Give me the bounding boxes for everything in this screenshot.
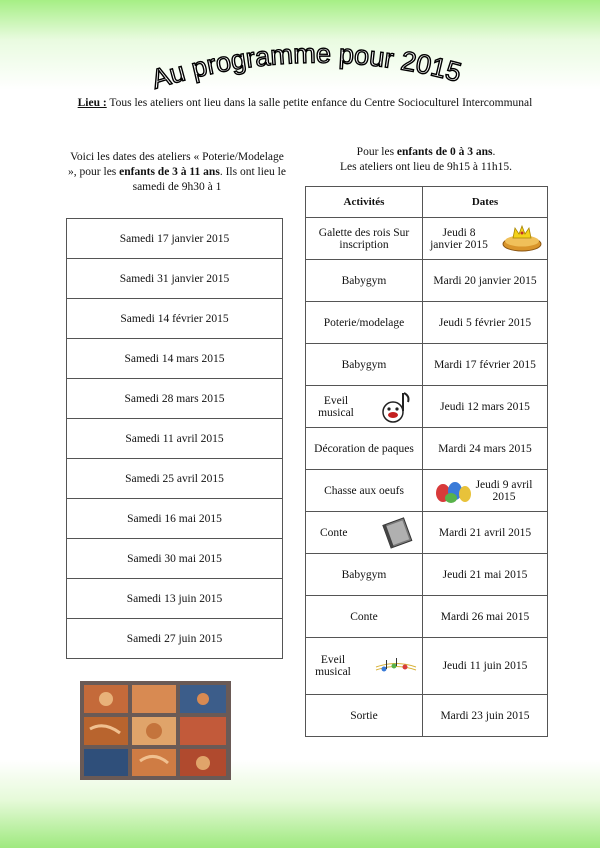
header-dates: Dates [423, 187, 548, 218]
activity-cell: Babygym [306, 344, 423, 386]
table-row [67, 419, 283, 459]
date-cell: Jeudi 21 mai 2015 [423, 554, 548, 596]
activity-cell: Conte [306, 596, 423, 638]
activity-text: Eveil musical [315, 654, 351, 678]
activity-cell: Galette des rois Sur inscription [306, 218, 423, 260]
table-row [67, 499, 283, 539]
page-title-text: Au programme pour 2015 [148, 38, 465, 95]
table-row [306, 596, 548, 638]
date-cell: Samedi 31 janvier 2015 [67, 259, 283, 299]
activity-text: Eveil musical [318, 394, 354, 419]
date-cell: Samedi 11 avril 2015 [67, 419, 283, 459]
activity-cell: Sortie [306, 695, 423, 737]
date-cell: Jeudi 12 mars 2015 [423, 386, 548, 428]
right-intro-dot: . [492, 146, 496, 158]
right-intro-hours: Les ateliers ont lieu de 9h15 à 11h15. [339, 161, 513, 173]
activity-cell [306, 386, 423, 428]
table-row [306, 344, 548, 386]
location-note [70, 96, 540, 110]
activity-text: Conte [320, 526, 348, 539]
book-icon [380, 515, 414, 552]
table-row [67, 539, 283, 579]
table-row [67, 259, 283, 299]
date-cell [423, 470, 548, 512]
left-intro-text: Voici les dates des ateliers « Poterie/Modelage », pour les [68, 151, 284, 178]
table-row [67, 619, 283, 659]
table-row [306, 554, 548, 596]
header-activities: Activités [306, 187, 423, 218]
pottery-tiles-photo [80, 681, 231, 780]
table-row [306, 260, 548, 302]
music-note-icon [378, 390, 412, 427]
svg-text:Au programme pour 2015 [148, 39, 464, 95]
left-intro-bold: enfants de 3 à 11 ans [119, 166, 220, 178]
right-intro [306, 145, 546, 175]
date-cell: Mardi 23 juin 2015 [423, 695, 548, 737]
right-intro-bold: enfants de 0 à 3 ans [396, 146, 493, 158]
location-text: Tous les ateliers ont lieu dans la salle petite enfance du Centre Socioculturel Intercommunal [109, 97, 533, 109]
date-text: Jeudi 9 avril 2015 [475, 478, 533, 503]
date-cell: Mardi 20 janvier 2015 [423, 260, 548, 302]
table-row [67, 299, 283, 339]
activity-cell [306, 512, 423, 554]
date-cell: Samedi 28 mars 2015 [67, 379, 283, 419]
activity-cell: Chasse aux oeufs [306, 470, 423, 512]
activity-cell: Babygym [306, 260, 423, 302]
date-cell: Jeudi 11 juin 2015 [423, 638, 548, 695]
table-row [306, 638, 548, 695]
table-row [306, 428, 548, 470]
table-row [67, 339, 283, 379]
date-cell: Samedi 14 février 2015 [67, 299, 283, 339]
table-row [306, 302, 548, 344]
table-row [306, 386, 548, 428]
table-row [306, 470, 548, 512]
activity-cell: Décoration de paques [306, 428, 423, 470]
activity-cell: Poterie/modelage [306, 302, 423, 344]
date-text: Jeudi 8 janvier 2015 [430, 226, 488, 251]
table-row [67, 379, 283, 419]
date-cell [423, 218, 548, 260]
date-cell: Mardi 24 mars 2015 [423, 428, 548, 470]
left-intro [68, 150, 286, 195]
table-row [67, 459, 283, 499]
table-row [67, 579, 283, 619]
date-cell: Mardi 17 février 2015 [423, 344, 548, 386]
date-cell: Jeudi 5 février 2015 [423, 302, 548, 344]
table-row [306, 695, 548, 737]
date-cell: Mardi 21 avril 2015 [423, 512, 548, 554]
activity-cell: Babygym [306, 554, 423, 596]
page-title [148, 38, 470, 95]
table-row [306, 512, 548, 554]
date-cell: Samedi 30 mai 2015 [67, 539, 283, 579]
date-cell: Samedi 25 avril 2015 [67, 459, 283, 499]
activity-cell [306, 638, 423, 695]
date-cell: Samedi 13 juin 2015 [67, 579, 283, 619]
saturday-dates-table [66, 218, 283, 659]
left-intro-text-2: . Ils ont lieu le samedi de 9h30 à 1 [132, 166, 286, 193]
date-cell: Mardi 26 mai 2015 [423, 596, 548, 638]
table-row [306, 218, 548, 260]
activities-table [305, 186, 548, 737]
date-cell: Samedi 14 mars 2015 [67, 339, 283, 379]
galette-icon [501, 224, 543, 257]
right-intro-text: Pour les [356, 146, 395, 158]
easter-eggs-icon [433, 478, 473, 507]
location-label: Lieu : [77, 97, 107, 109]
date-cell: Samedi 16 mai 2015 [67, 499, 283, 539]
date-cell: Samedi 27 juin 2015 [67, 619, 283, 659]
table-row [67, 219, 283, 259]
music-staff-icon [374, 658, 418, 679]
table-header-row [306, 187, 548, 218]
date-cell: Samedi 17 janvier 2015 [67, 219, 283, 259]
